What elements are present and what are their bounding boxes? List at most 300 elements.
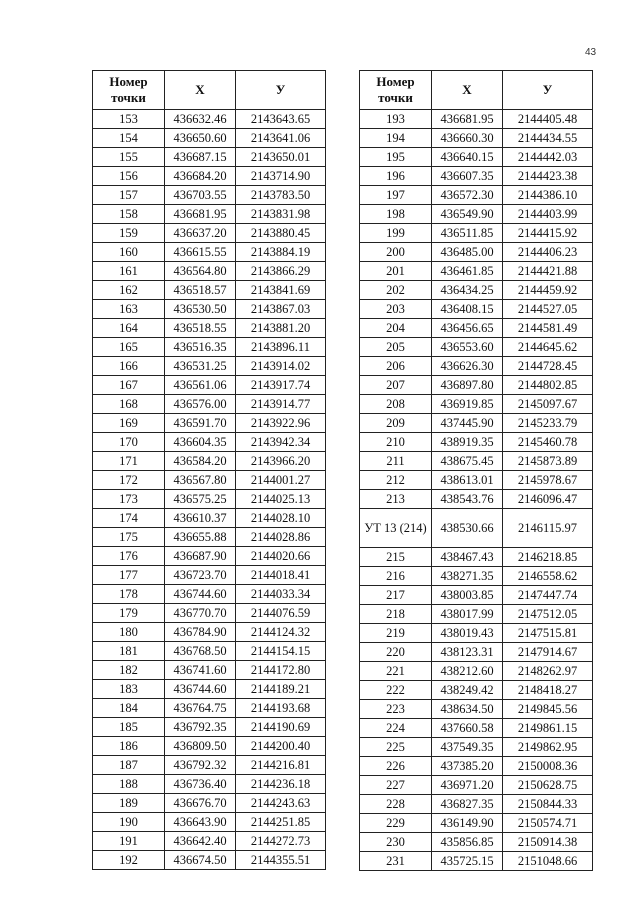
table-row <box>360 509 593 548</box>
y-coordinate-cell: 2144124.32 <box>236 623 326 642</box>
point-number-cell: 213 <box>360 490 432 509</box>
y-coordinate-cell: 2144423.38 <box>503 167 593 186</box>
point-number-cell: 216 <box>360 567 432 586</box>
x-coordinate-cell: 436461.85 <box>432 262 503 281</box>
x-coordinate-cell: 436584.20 <box>165 452 236 471</box>
table-row <box>360 681 593 700</box>
point-number-cell: 192 <box>93 851 165 870</box>
point-number-cell: 196 <box>360 167 432 186</box>
page-number: 43 <box>585 47 597 58</box>
point-number-cell: 195 <box>360 148 432 167</box>
table-row <box>93 433 326 452</box>
point-number-cell: 197 <box>360 186 432 205</box>
table-row <box>93 661 326 680</box>
x-coordinate-cell: 436530.50 <box>165 300 236 319</box>
table-row <box>93 490 326 509</box>
point-number-cell: 198 <box>360 205 432 224</box>
point-number-cell: 161 <box>93 262 165 281</box>
table-row <box>93 129 326 148</box>
y-coordinate-cell: 2144251.85 <box>236 813 326 832</box>
point-number-cell: 171 <box>93 452 165 471</box>
table-row <box>360 414 593 433</box>
point-number-cell: 180 <box>93 623 165 642</box>
table-row <box>93 186 326 205</box>
x-coordinate-cell: 436637.20 <box>165 224 236 243</box>
x-coordinate-cell: 436703.55 <box>165 186 236 205</box>
point-number-cell: 229 <box>360 814 432 833</box>
point-number-cell: 219 <box>360 624 432 643</box>
x-coordinate-cell: 438919.35 <box>432 433 503 452</box>
table-row <box>93 794 326 813</box>
y-coordinate-cell: 2147914.67 <box>503 643 593 662</box>
point-number-cell: 187 <box>93 756 165 775</box>
table-row <box>93 148 326 167</box>
table-row <box>93 718 326 737</box>
x-coordinate-cell: 436485.00 <box>432 243 503 262</box>
y-coordinate-cell: 2143914.77 <box>236 395 326 414</box>
table-row <box>93 110 326 129</box>
x-coordinate-cell: 438123.31 <box>432 643 503 662</box>
x-coordinate-cell: 436650.60 <box>165 129 236 148</box>
point-number-cell: 203 <box>360 300 432 319</box>
table-row <box>93 395 326 414</box>
point-number-cell: 227 <box>360 776 432 795</box>
table-row <box>360 224 593 243</box>
point-number-cell: 178 <box>93 585 165 604</box>
y-coordinate-cell: 2143650.01 <box>236 148 326 167</box>
y-coordinate-cell: 2144802.85 <box>503 376 593 395</box>
header-y: У <box>503 71 593 110</box>
point-number-cell: 179 <box>93 604 165 623</box>
x-coordinate-cell: 436687.15 <box>165 148 236 167</box>
x-coordinate-cell: 436676.70 <box>165 794 236 813</box>
point-number-cell: 159 <box>93 224 165 243</box>
x-coordinate-cell: 436642.40 <box>165 832 236 851</box>
point-number-cell: 154 <box>93 129 165 148</box>
point-number-cell: 172 <box>93 471 165 490</box>
y-coordinate-cell: 2143867.03 <box>236 300 326 319</box>
x-coordinate-cell: 436919.85 <box>432 395 503 414</box>
x-coordinate-cell: 436655.88 <box>165 528 236 547</box>
y-coordinate-cell: 2144406.23 <box>503 243 593 262</box>
y-coordinate-cell: 2143942.34 <box>236 433 326 452</box>
y-coordinate-cell: 2145460.78 <box>503 433 593 452</box>
table-header-row <box>93 71 326 110</box>
y-coordinate-cell: 2143841.69 <box>236 281 326 300</box>
header-x: X <box>165 71 236 110</box>
table-row <box>93 452 326 471</box>
point-number-cell: 175 <box>93 528 165 547</box>
table-row <box>93 509 326 528</box>
y-coordinate-cell: 2146218.85 <box>503 548 593 567</box>
table-row <box>93 623 326 642</box>
point-number-cell: 200 <box>360 243 432 262</box>
x-coordinate-cell: 436723.70 <box>165 566 236 585</box>
point-number-cell: 207 <box>360 376 432 395</box>
table-row <box>360 814 593 833</box>
x-coordinate-cell: 436607.35 <box>432 167 503 186</box>
y-coordinate-cell: 2145873.89 <box>503 452 593 471</box>
table-row <box>93 699 326 718</box>
point-number-cell: 168 <box>93 395 165 414</box>
table-row <box>360 757 593 776</box>
table-row <box>93 281 326 300</box>
x-coordinate-cell: 436770.70 <box>165 604 236 623</box>
y-coordinate-cell: 2151048.66 <box>503 852 593 871</box>
y-coordinate-cell: 2143831.98 <box>236 205 326 224</box>
table-row <box>93 224 326 243</box>
x-coordinate-cell: 436764.75 <box>165 699 236 718</box>
x-coordinate-cell: 438212.60 <box>432 662 503 681</box>
point-number-cell: 176 <box>93 547 165 566</box>
point-number-cell: 231 <box>360 852 432 871</box>
x-coordinate-cell: 437445.90 <box>432 414 503 433</box>
table-row <box>360 110 593 129</box>
x-coordinate-cell: 436518.57 <box>165 281 236 300</box>
point-number-cell: 218 <box>360 605 432 624</box>
y-coordinate-cell: 2143641.06 <box>236 129 326 148</box>
x-coordinate-cell: 436626.30 <box>432 357 503 376</box>
point-number-cell: 169 <box>93 414 165 433</box>
point-number-cell: 184 <box>93 699 165 718</box>
y-coordinate-cell: 2149862.95 <box>503 738 593 757</box>
table-header-row <box>360 71 593 110</box>
x-coordinate-cell: 436572.30 <box>432 186 503 205</box>
header-y: У <box>236 71 326 110</box>
x-coordinate-cell: 436660.30 <box>432 129 503 148</box>
table-row <box>93 566 326 585</box>
y-coordinate-cell: 2146115.97 <box>503 509 593 548</box>
y-coordinate-cell: 2144018.41 <box>236 566 326 585</box>
table-row <box>360 586 593 605</box>
point-number-cell: 182 <box>93 661 165 680</box>
x-coordinate-cell: 436681.95 <box>432 110 503 129</box>
table-row <box>93 357 326 376</box>
header-point-number: Номер точки <box>360 71 432 110</box>
table-row <box>360 662 593 681</box>
y-coordinate-cell: 2150574.71 <box>503 814 593 833</box>
table-row <box>360 776 593 795</box>
x-coordinate-cell: 436971.20 <box>432 776 503 795</box>
x-coordinate-cell: 436408.15 <box>432 300 503 319</box>
y-coordinate-cell: 2143881.20 <box>236 319 326 338</box>
point-number-cell: 210 <box>360 433 432 452</box>
x-coordinate-cell: 436687.90 <box>165 547 236 566</box>
x-coordinate-cell: 436591.70 <box>165 414 236 433</box>
y-coordinate-cell: 2147512.05 <box>503 605 593 624</box>
point-number-cell: 194 <box>360 129 432 148</box>
table-row <box>93 262 326 281</box>
x-coordinate-cell: 436553.60 <box>432 338 503 357</box>
table-row <box>360 319 593 338</box>
point-number-cell: 186 <box>93 737 165 756</box>
y-coordinate-cell: 2144028.10 <box>236 509 326 528</box>
table-row <box>360 395 593 414</box>
table-row <box>360 300 593 319</box>
point-number-cell: 189 <box>93 794 165 813</box>
table-row <box>93 832 326 851</box>
point-number-cell: 164 <box>93 319 165 338</box>
y-coordinate-cell: 2144527.05 <box>503 300 593 319</box>
y-coordinate-cell: 2144236.18 <box>236 775 326 794</box>
y-coordinate-cell: 2145097.67 <box>503 395 593 414</box>
x-coordinate-cell: 436643.90 <box>165 813 236 832</box>
x-coordinate-cell: 436549.90 <box>432 205 503 224</box>
x-coordinate-cell: 438634.50 <box>432 700 503 719</box>
point-number-cell: 163 <box>93 300 165 319</box>
point-number-cell: 193 <box>360 110 432 129</box>
table-row <box>93 604 326 623</box>
header-point-number: Номер точки <box>93 71 165 110</box>
point-number-cell: 162 <box>93 281 165 300</box>
table-row <box>93 319 326 338</box>
y-coordinate-cell: 2146558.62 <box>503 567 593 586</box>
point-number-cell: 155 <box>93 148 165 167</box>
x-coordinate-cell: 435725.15 <box>432 852 503 871</box>
table-row <box>93 737 326 756</box>
table-row <box>93 300 326 319</box>
x-coordinate-cell: 438675.45 <box>432 452 503 471</box>
point-number-cell: 222 <box>360 681 432 700</box>
point-number-cell: 225 <box>360 738 432 757</box>
table-row <box>360 490 593 509</box>
x-coordinate-cell: 436741.60 <box>165 661 236 680</box>
coordinates-table-left <box>92 70 326 870</box>
point-number-cell: 165 <box>93 338 165 357</box>
y-coordinate-cell: 2144403.99 <box>503 205 593 224</box>
table-row <box>93 851 326 870</box>
x-coordinate-cell: 436681.95 <box>165 205 236 224</box>
x-coordinate-cell: 436564.80 <box>165 262 236 281</box>
point-number-cell: 204 <box>360 319 432 338</box>
point-number-cell: УТ 13 (214) <box>360 509 432 548</box>
table-row <box>360 471 593 490</box>
point-number-cell: 201 <box>360 262 432 281</box>
point-number-cell: 228 <box>360 795 432 814</box>
table-row <box>93 243 326 262</box>
x-coordinate-cell: 436561.06 <box>165 376 236 395</box>
y-coordinate-cell: 2143643.65 <box>236 110 326 129</box>
table-row <box>93 756 326 775</box>
y-coordinate-cell: 2143914.02 <box>236 357 326 376</box>
point-number-cell: 205 <box>360 338 432 357</box>
table-row <box>360 148 593 167</box>
point-number-cell: 211 <box>360 452 432 471</box>
table-row <box>360 262 593 281</box>
point-number-cell: 220 <box>360 643 432 662</box>
x-coordinate-cell: 438003.85 <box>432 586 503 605</box>
point-number-cell: 177 <box>93 566 165 585</box>
table-row <box>93 547 326 566</box>
x-coordinate-cell: 436897.80 <box>432 376 503 395</box>
point-number-cell: 157 <box>93 186 165 205</box>
point-number-cell: 174 <box>93 509 165 528</box>
y-coordinate-cell: 2144386.10 <box>503 186 593 205</box>
table-row <box>360 624 593 643</box>
point-number-cell: 206 <box>360 357 432 376</box>
y-coordinate-cell: 2144728.45 <box>503 357 593 376</box>
x-coordinate-cell: 436575.25 <box>165 490 236 509</box>
y-coordinate-cell: 2145978.67 <box>503 471 593 490</box>
y-coordinate-cell: 2143884.19 <box>236 243 326 262</box>
point-number-cell: 167 <box>93 376 165 395</box>
point-number-cell: 208 <box>360 395 432 414</box>
y-coordinate-cell: 2143783.50 <box>236 186 326 205</box>
x-coordinate-cell: 436792.32 <box>165 756 236 775</box>
table-row <box>360 186 593 205</box>
x-coordinate-cell: 436674.50 <box>165 851 236 870</box>
x-coordinate-cell: 436827.35 <box>432 795 503 814</box>
x-coordinate-cell: 436456.65 <box>432 319 503 338</box>
table-row <box>360 338 593 357</box>
table-row <box>360 548 593 567</box>
table-row <box>360 795 593 814</box>
x-coordinate-cell: 438467.43 <box>432 548 503 567</box>
point-number-cell: 158 <box>93 205 165 224</box>
table-row <box>93 167 326 186</box>
x-coordinate-cell: 436576.00 <box>165 395 236 414</box>
y-coordinate-cell: 2144020.66 <box>236 547 326 566</box>
x-coordinate-cell: 438613.01 <box>432 471 503 490</box>
coordinates-table-right <box>359 70 593 871</box>
x-coordinate-cell: 436610.37 <box>165 509 236 528</box>
y-coordinate-cell: 2144001.27 <box>236 471 326 490</box>
table-row <box>93 376 326 395</box>
x-coordinate-cell: 436518.55 <box>165 319 236 338</box>
table-row <box>93 680 326 699</box>
y-coordinate-cell: 2144243.63 <box>236 794 326 813</box>
x-coordinate-cell: 438249.42 <box>432 681 503 700</box>
table-row <box>93 813 326 832</box>
table-row <box>93 585 326 604</box>
x-coordinate-cell: 438017.99 <box>432 605 503 624</box>
point-number-cell: 199 <box>360 224 432 243</box>
point-number-cell: 202 <box>360 281 432 300</box>
x-coordinate-cell: 438271.35 <box>432 567 503 586</box>
x-coordinate-cell: 436736.40 <box>165 775 236 794</box>
table-row <box>360 433 593 452</box>
y-coordinate-cell: 2145233.79 <box>503 414 593 433</box>
x-coordinate-cell: 436511.85 <box>432 224 503 243</box>
x-coordinate-cell: 436684.20 <box>165 167 236 186</box>
y-coordinate-cell: 2144076.59 <box>236 604 326 623</box>
table-row <box>360 567 593 586</box>
point-number-cell: 166 <box>93 357 165 376</box>
y-coordinate-cell: 2144355.51 <box>236 851 326 870</box>
table-row <box>93 205 326 224</box>
x-coordinate-cell: 438543.76 <box>432 490 503 509</box>
y-coordinate-cell: 2144216.81 <box>236 756 326 775</box>
y-coordinate-cell: 2144033.34 <box>236 585 326 604</box>
y-coordinate-cell: 2143896.11 <box>236 338 326 357</box>
table-row <box>360 700 593 719</box>
point-number-cell: 226 <box>360 757 432 776</box>
y-coordinate-cell: 2143966.20 <box>236 452 326 471</box>
y-coordinate-cell: 2150844.33 <box>503 795 593 814</box>
table-row <box>93 414 326 433</box>
y-coordinate-cell: 2144415.92 <box>503 224 593 243</box>
table-row <box>93 471 326 490</box>
table-row <box>360 205 593 224</box>
header-x: X <box>432 71 503 110</box>
point-number-cell: 224 <box>360 719 432 738</box>
y-coordinate-cell: 2149861.15 <box>503 719 593 738</box>
y-coordinate-cell: 2149845.56 <box>503 700 593 719</box>
x-coordinate-cell: 435856.85 <box>432 833 503 852</box>
y-coordinate-cell: 2143922.96 <box>236 414 326 433</box>
y-coordinate-cell: 2150008.36 <box>503 757 593 776</box>
y-coordinate-cell: 2144645.62 <box>503 338 593 357</box>
y-coordinate-cell: 2146096.47 <box>503 490 593 509</box>
y-coordinate-cell: 2144154.15 <box>236 642 326 661</box>
point-number-cell: 221 <box>360 662 432 681</box>
y-coordinate-cell: 2144434.55 <box>503 129 593 148</box>
point-number-cell: 181 <box>93 642 165 661</box>
y-coordinate-cell: 2144189.21 <box>236 680 326 699</box>
y-coordinate-cell: 2144190.69 <box>236 718 326 737</box>
table-row <box>360 376 593 395</box>
x-coordinate-cell: 436768.50 <box>165 642 236 661</box>
x-coordinate-cell: 436615.55 <box>165 243 236 262</box>
table-row <box>360 643 593 662</box>
x-coordinate-cell: 436792.35 <box>165 718 236 737</box>
point-number-cell: 156 <box>93 167 165 186</box>
y-coordinate-cell: 2144200.40 <box>236 737 326 756</box>
x-coordinate-cell: 438019.43 <box>432 624 503 643</box>
x-coordinate-cell: 436744.60 <box>165 585 236 604</box>
y-coordinate-cell: 2147515.81 <box>503 624 593 643</box>
point-number-cell: 212 <box>360 471 432 490</box>
x-coordinate-cell: 436604.35 <box>165 433 236 452</box>
x-coordinate-cell: 437660.58 <box>432 719 503 738</box>
y-coordinate-cell: 2147447.74 <box>503 586 593 605</box>
point-number-cell: 191 <box>93 832 165 851</box>
point-number-cell: 170 <box>93 433 165 452</box>
point-number-cell: 230 <box>360 833 432 852</box>
y-coordinate-cell: 2144581.49 <box>503 319 593 338</box>
x-coordinate-cell: 436516.35 <box>165 338 236 357</box>
point-number-cell: 188 <box>93 775 165 794</box>
table-row <box>360 243 593 262</box>
y-coordinate-cell: 2144172.80 <box>236 661 326 680</box>
table-row <box>360 281 593 300</box>
x-coordinate-cell: 436744.60 <box>165 680 236 699</box>
point-number-cell: 185 <box>93 718 165 737</box>
y-coordinate-cell: 2148262.97 <box>503 662 593 681</box>
point-number-cell: 183 <box>93 680 165 699</box>
point-number-cell: 217 <box>360 586 432 605</box>
y-coordinate-cell: 2150628.75 <box>503 776 593 795</box>
x-coordinate-cell: 436531.25 <box>165 357 236 376</box>
y-coordinate-cell: 2144025.13 <box>236 490 326 509</box>
point-number-cell: 160 <box>93 243 165 262</box>
table-row <box>93 642 326 661</box>
x-coordinate-cell: 436640.15 <box>432 148 503 167</box>
y-coordinate-cell: 2143917.74 <box>236 376 326 395</box>
x-coordinate-cell: 436809.50 <box>165 737 236 756</box>
x-coordinate-cell: 436434.25 <box>432 281 503 300</box>
table-row <box>360 738 593 757</box>
table-row <box>360 605 593 624</box>
y-coordinate-cell: 2144405.48 <box>503 110 593 129</box>
table-row <box>93 528 326 547</box>
y-coordinate-cell: 2144459.92 <box>503 281 593 300</box>
point-number-cell: 209 <box>360 414 432 433</box>
point-number-cell: 153 <box>93 110 165 129</box>
point-number-cell: 190 <box>93 813 165 832</box>
table-row <box>360 357 593 376</box>
point-number-cell: 173 <box>93 490 165 509</box>
